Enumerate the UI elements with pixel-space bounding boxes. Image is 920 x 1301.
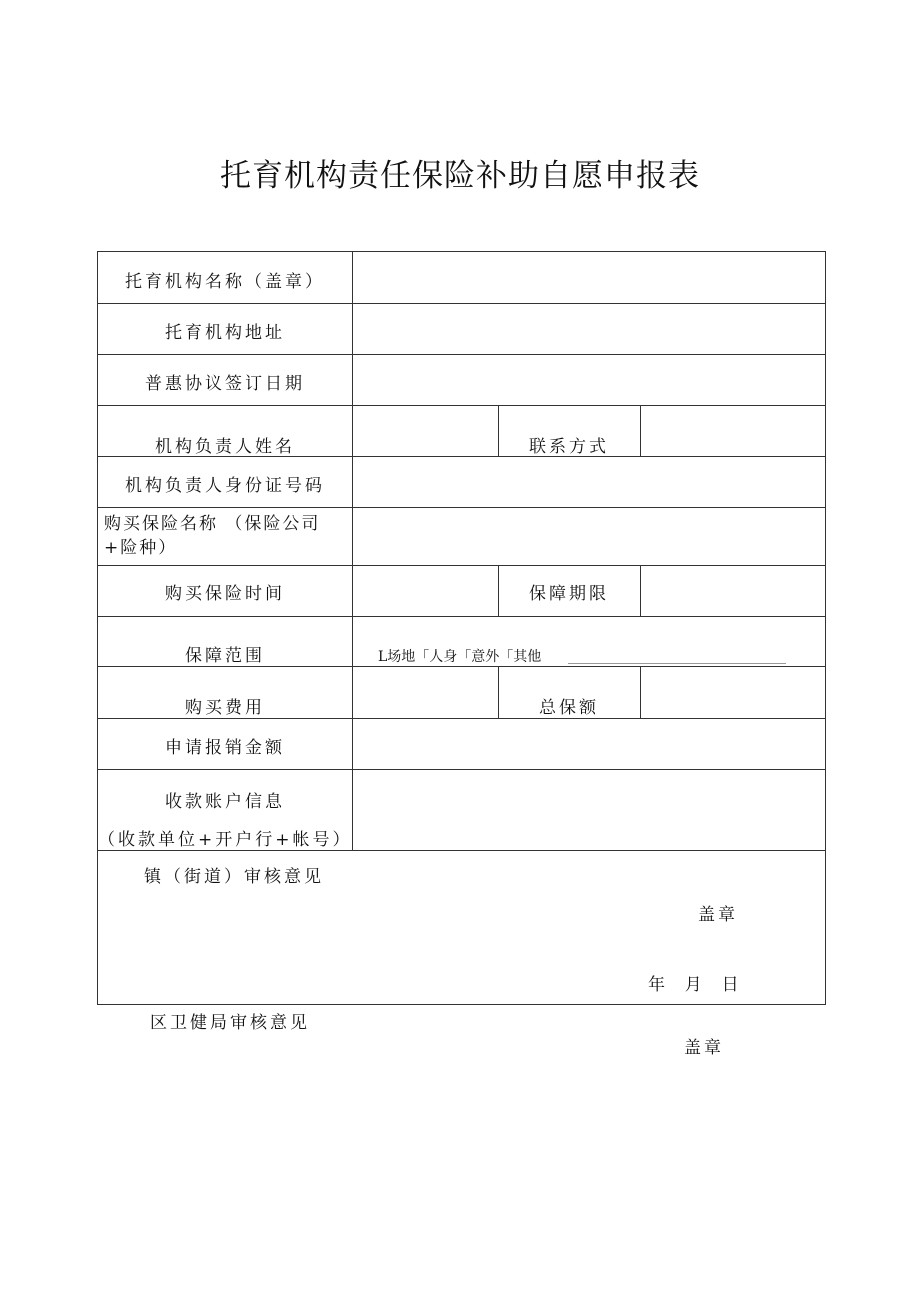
coverage-scope-options: L场地「人身「意外「其他 xyxy=(378,649,542,665)
column-divider xyxy=(640,405,641,456)
label-contact: 联系方式 xyxy=(529,437,609,457)
district-review-seal: 盖章 xyxy=(684,1038,724,1058)
column-divider xyxy=(640,666,641,718)
row-divider xyxy=(98,718,825,719)
row-divider xyxy=(98,565,825,566)
page-title: 托育机构责任保险补助自愿申报表 xyxy=(220,158,700,194)
label-insurance-time: 购买保险时间 xyxy=(165,584,285,604)
row-divider xyxy=(98,769,825,770)
label-total-coverage: 总保额 xyxy=(539,698,599,718)
label-account-info-detail: （收款单位+开户行+帐号） xyxy=(98,830,353,850)
row-divider xyxy=(98,616,825,617)
row-divider xyxy=(98,303,825,304)
town-review-label: 镇（街道）审核意见 xyxy=(144,867,324,887)
town-review-seal: 盖章 xyxy=(698,905,738,925)
label-head-id: 机构负责人身份证号码 xyxy=(125,476,325,496)
label-claim-amount: 申请报销金额 xyxy=(165,738,285,758)
column-divider xyxy=(640,565,641,616)
row-divider xyxy=(98,507,825,508)
label-coverage-scope: 保障范围 xyxy=(185,646,265,666)
label-head-name: 机构负责人姓名 xyxy=(155,437,295,457)
label-institution-name: 托育机构名称（盖章） xyxy=(125,272,325,292)
row-divider xyxy=(98,354,825,355)
town-review-date: 年 月 日 xyxy=(648,975,742,995)
label-coverage-period: 保障期限 xyxy=(529,584,609,604)
label-institution-address: 托育机构地址 xyxy=(165,323,285,343)
label-insurance-name: 购买保险名称 （保险公司+险种） xyxy=(104,514,321,558)
row-divider xyxy=(98,405,825,406)
application-form xyxy=(97,251,826,1005)
label-account-info: 收款账户信息 xyxy=(165,792,285,812)
column-divider xyxy=(352,252,353,850)
district-review-label: 区卫健局审核意见 xyxy=(150,1013,310,1033)
label-agreement-date: 普惠协议签订日期 xyxy=(145,374,305,394)
row-divider xyxy=(98,850,825,851)
label-premium: 购买费用 xyxy=(185,698,265,718)
other-fill-line xyxy=(568,663,786,664)
row-divider xyxy=(98,666,825,667)
